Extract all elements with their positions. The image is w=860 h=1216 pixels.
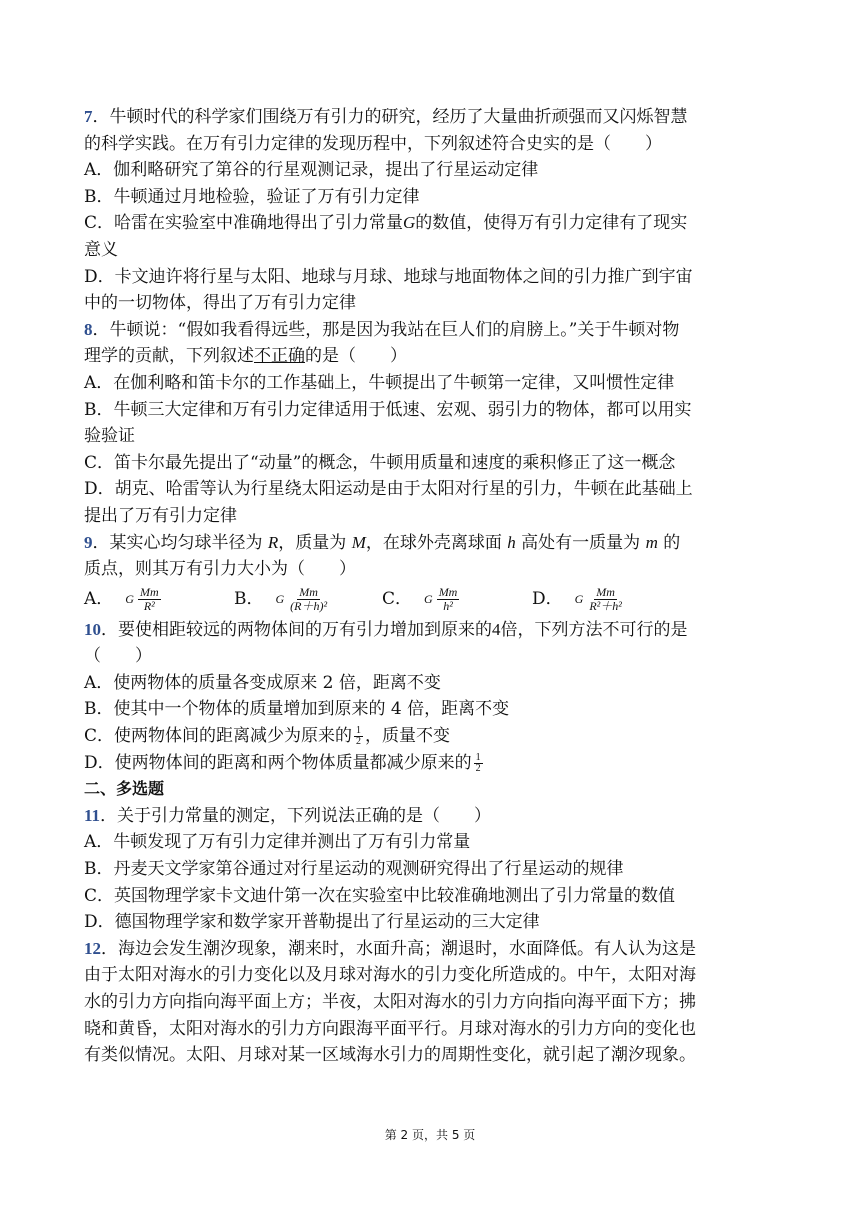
q8-option-b: B．牛顿三大定律和万有引力定律适用于低速、宏观、弱引力的物体，都可以用实 [84,399,692,420]
q9-var-m-big: M [351,532,366,552]
q9-option-d-label: D． [532,589,563,610]
q7-line-1 [84,104,806,131]
q9-option-c [382,586,532,613]
q10-option-d-pre: D．使两物体间的距离和两个物体质量都减少原来的 [84,752,472,773]
q12-line-4: 晓和黄昏，太阳对海水的引力方向跟海平面平行。月球对海水的引力方向的变化也 [84,1018,696,1039]
q9-formula-d-den: R²＋h² [589,599,622,614]
q10-stem-1b: 倍，下列方法不可行的是 [500,619,688,640]
q9-formula-a-den: R² [143,599,155,614]
q7-stem-2: 的科学实践。在万有引力定律的发现历程中，下列叙述符合史实的是（ ） [84,133,662,154]
q9-var-h: h [507,532,516,552]
q10-line-2: （ ） [84,646,152,667]
q10-option-a: A．使两物体的质量各变成原来 2 倍，距离不变 [84,672,441,693]
q11-option-b: B．丹麦天文学家第谷通过对行星运动的观测研究得出了行星运动的规律 [84,859,624,880]
q12-line-2: 由于太阳对海水的引力变化以及月球对海水的引力变化所造成的。中午，太阳对海 [84,965,696,986]
q9-stem-1b: ，质量为 [278,532,352,553]
q12-stem-1: ．海边会发生潮汐现象，潮来时，水面升高；潮退时，水面降低。有人认为这是 [101,938,696,959]
q9-var-r: R [267,532,279,552]
q10-option-c-half-num: 1 [356,725,362,737]
q9-option-a [84,586,234,613]
q10-line-1 [84,617,806,644]
q9-option-a-label: A． [84,589,114,610]
q11-number: 11 [84,805,101,825]
q10-option-c-half [354,726,363,747]
q9-formula-a-g: G [125,592,134,607]
q10-number: 10 [84,619,101,639]
q10-option-d-half-den: 2 [475,762,481,774]
q9-formula-c-num: Mm [438,585,458,600]
q9-formula-b-g: G [275,592,285,607]
q11-line-1 [84,803,806,830]
q10-option-c-post: ，质量不变 [365,726,451,747]
q9-formula-c-frac [437,586,460,613]
q8-stem-2a: 理学的贡献，下列叙述 [84,346,254,367]
q7-option-c [84,210,806,237]
q8-option-a: A．在伽利略和笛卡尔的工作基础上，牛顿提出了牛顿第一定律，又叫惯性定律 [84,372,675,393]
q12-number: 12 [84,938,101,958]
page-footer: 第 2 页，共 5 页 [384,1128,476,1142]
q9-formula-b-den: (R＋h)² [290,599,328,614]
q8-option-d: D．胡克、哈雷等认为行星绕太阳运动是由于太阳对行星的引力，牛顿在此基础上 [84,479,693,500]
q8-option-d-cont: 提出了万有引力定律 [84,505,237,526]
q9-formula-d-num: Mm [596,585,615,600]
q10-option-c-pre: C．使两物体间的距离减少为原来的 [84,726,353,747]
q7-line-2 [84,131,806,158]
q10-option-c-half-den: 2 [356,736,362,748]
q11-option-c: C．英国物理学家卡文迪什第一次在实验室中比较准确地测出了引力常量的数值 [84,885,676,906]
q8-number: 8 [84,319,93,339]
q9-formula-c-g: G [424,592,433,607]
q7-option-c-text-2: 的数值，使得万有引力定律有了现实 [415,213,688,234]
q10-stem-1a: ．要使相距较远的两物体间的万有引力增加到原来的 [101,619,492,640]
q9-formula-a [125,586,162,613]
q7-option-c-cont: 意义 [84,239,118,260]
q9-formula-b-num: Mm [299,585,318,600]
q10-number-four: 4 [492,619,501,639]
q8-option-c: C．笛卡尔最先提出了“动量”的概念，牛顿用质量和速度的乘积修正了这一概念 [84,452,676,473]
section-heading-multi-choice: 二、多选题 [84,779,165,799]
q9-stem-1c: ，在球外壳离球面 [365,532,508,553]
q7-option-b: B．牛顿通过月地检验，验证了万有引力定律 [84,186,420,207]
q7-stem-1: ．牛顿时代的科学家们围绕万有引力的研究，经历了大量曲折顽强而又闪烁智慧 [92,107,688,127]
q10-option-d [84,750,806,777]
q12-line-5: 有类似情况。太阳、月球对某一区域海水引力的周期性变化，就引起了潮汐现象。 [84,1045,696,1066]
q7-option-d: D．卡文迪许将行星与太阳、地球与月球、地球与地面物体之间的引力推广到宇宙 [84,266,693,287]
q7-option-a: A．伽利略研究了第谷的行星观测记录，提出了行星运动定律 [84,160,539,181]
q8-stem-underline: 不正确 [254,346,305,367]
q11-option-d: D．德国物理学家和数学家开普勒提出了行星运动的三大定律 [84,912,540,933]
q11-option-a: A．牛顿发现了万有引力定律并测出了万有引力常量 [84,832,471,853]
q12-line-3: 水的引力方向指向海平面上方；半夜，太阳对海水的引力方向指向海平面下方；拂 [84,992,696,1012]
q11-stem: ．关于引力常量的测定，下列说法正确的是（ ） [100,805,492,826]
q9-formula-a-frac [138,586,161,613]
q9-line-2: 质点，则其万有引力大小为（ ） [84,559,356,580]
q8-line-2 [84,343,806,370]
q9-formula-d-frac [587,586,624,613]
q9-option-b-label: B． [234,589,264,610]
q9-option-c-label: C． [382,589,413,610]
q7-option-c-text-1: C．哈雷在实验室中准确地得出了引力常量 [84,213,404,234]
q9-stem-1d: 高处有一质量为 [515,532,646,553]
q9-formula-c [424,586,461,613]
q9-formula-b [276,586,332,613]
q10-option-d-half [474,753,483,774]
q12-line-1 [84,936,806,963]
q9-option-d [532,586,626,613]
q10-option-b: B．使其中一个物体的质量增加到原来的 4 倍，距离不变 [84,699,510,720]
q10-option-d-half-num: 1 [475,751,481,763]
q8-stem-2b: 的是（ ） [305,346,407,367]
q7-option-c-var: G [403,213,416,233]
q9-stem-1a: ．某实心均匀球半径为 [92,532,268,553]
q9-option-b [234,586,382,613]
q9-options [84,583,806,617]
q10-option-c [84,723,806,750]
q7-number: 7 [84,107,93,126]
question-content [84,104,806,1069]
q7-option-d-cont: 中的一切物体，得出了万有引力定律 [84,293,356,314]
q9-formula-d [575,586,626,613]
q9-number: 9 [84,532,93,552]
q9-line-1 [84,530,806,557]
q9-formula-d-g: G [574,592,584,607]
q8-line-1 [84,317,806,344]
q9-var-m-small: m [645,532,658,552]
q9-formula-b-frac [288,586,329,613]
q9-formula-c-den: h² [443,599,453,614]
q8-stem-1: ．牛顿说：“假如我看得远些，那是因为我站在巨人们的肩膀上。”关于牛顿对物 [92,319,680,340]
q9-formula-a-num: Mm [139,585,159,600]
q9-stem-1e: 的 [657,532,681,553]
q8-option-b-cont: 验验证 [84,426,135,447]
